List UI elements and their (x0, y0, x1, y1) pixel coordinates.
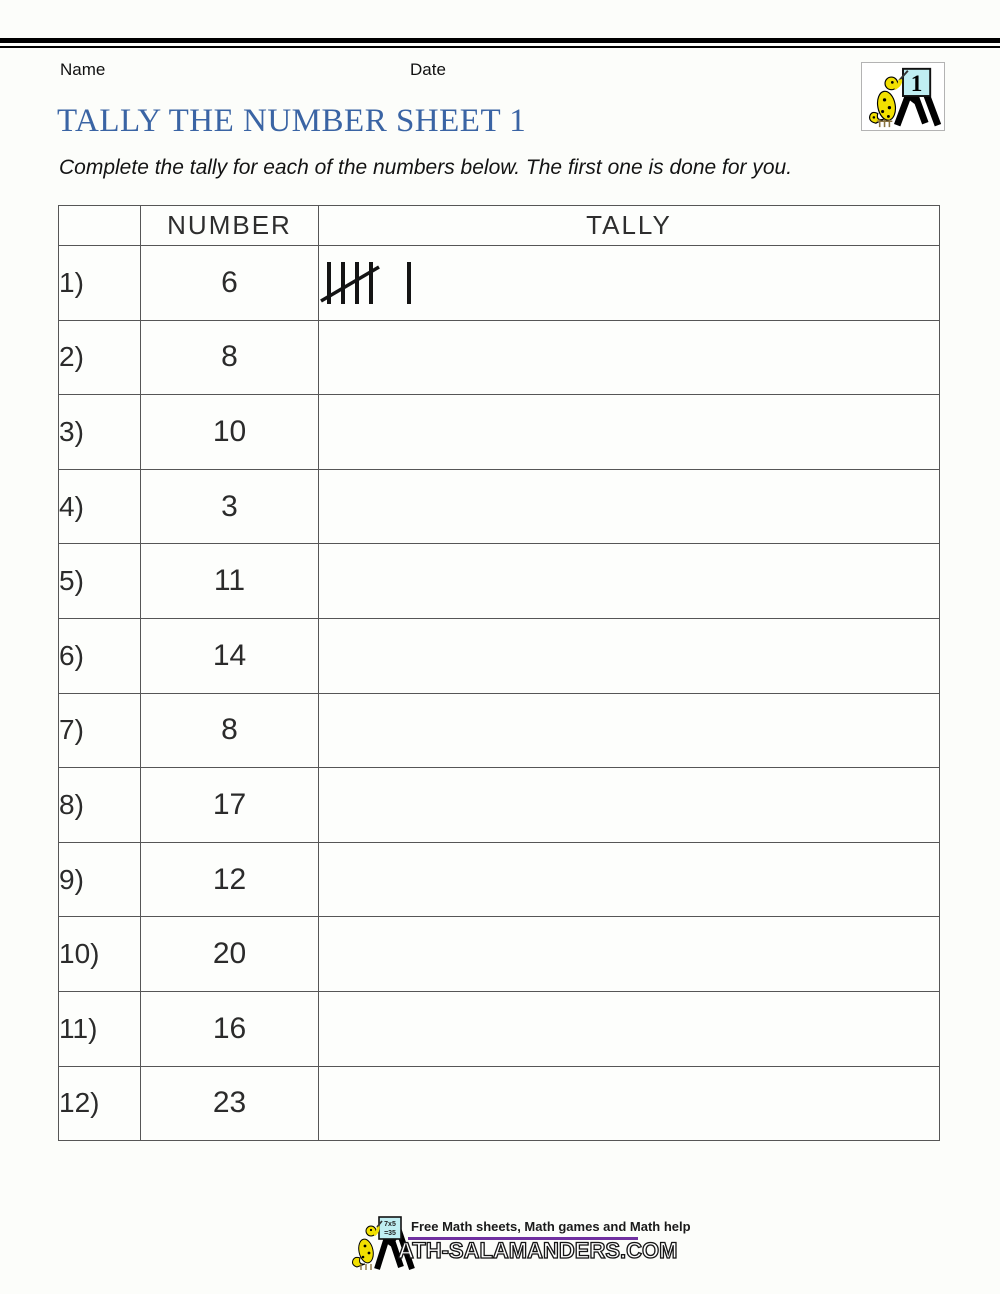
row-number: 17 (141, 768, 319, 843)
table-row (59, 544, 940, 619)
row-number: 3 (141, 469, 319, 544)
tally-table (58, 205, 940, 1141)
table-row (59, 469, 940, 544)
row-index: 11) (59, 991, 141, 1066)
table-row (59, 1066, 940, 1141)
row-number: 8 (141, 693, 319, 768)
row-tally-cell (319, 768, 940, 843)
row-number: 23 (141, 1066, 319, 1141)
table-header-row (59, 206, 940, 246)
table-row (59, 768, 940, 843)
row-tally-cell (319, 1066, 940, 1141)
row-number: 14 (141, 618, 319, 693)
table-row (59, 395, 940, 470)
page-title: TALLY THE NUMBER SHEET 1 (57, 103, 527, 139)
row-tally-cell (319, 991, 940, 1066)
row-index: 5) (59, 544, 141, 619)
name-label: Name (60, 60, 106, 79)
row-index: 2) (59, 320, 141, 395)
row-index: 1) (59, 246, 141, 321)
row-index: 4) (59, 469, 141, 544)
grade-number: 1 (910, 71, 923, 98)
table-row (59, 991, 940, 1066)
row-number: 12 (141, 842, 319, 917)
footer-tagline: Free Math sheets, Math games and Math help (411, 1219, 691, 1234)
row-tally-cell (319, 917, 940, 992)
table-row (59, 618, 940, 693)
row-number: 11 (141, 544, 319, 619)
header-tally: TALLY (319, 206, 940, 246)
row-index: 10) (59, 917, 141, 992)
row-tally-cell (319, 842, 940, 917)
footer-site-name: ATH-SALAMANDERS.COM (398, 1238, 678, 1263)
row-tally-cell (319, 469, 940, 544)
row-tally-cell (319, 693, 940, 768)
row-number: 10 (141, 395, 319, 470)
worksheet-table-body (59, 246, 940, 1141)
row-number: 16 (141, 991, 319, 1066)
table-row (59, 320, 940, 395)
row-index: 7) (59, 693, 141, 768)
row-index: 8) (59, 768, 141, 843)
table-row (59, 693, 940, 768)
row-number: 8 (141, 320, 319, 395)
row-number: 6 (141, 246, 319, 321)
table-row (59, 917, 940, 992)
table-row (59, 842, 940, 917)
row-tally-cell (319, 618, 940, 693)
header-number: NUMBER (141, 206, 319, 246)
row-number: 20 (141, 917, 319, 992)
tally-marks (319, 257, 431, 309)
salamander-writing-icon (862, 63, 944, 130)
row-index: 9) (59, 842, 141, 917)
salamander-grade-logo (861, 62, 945, 131)
footer-board-line2: =35 (384, 1230, 396, 1237)
row-index: 12) (59, 1066, 141, 1141)
row-tally-cell (319, 320, 940, 395)
table-row (59, 246, 940, 321)
date-label: Date (410, 60, 446, 79)
row-index: 3) (59, 395, 141, 470)
instruction-text: Complete the tally for each of the numbers below. The first one is done for you. (59, 156, 793, 179)
row-tally-cell (319, 395, 940, 470)
footer-board-line1: 7x5 (384, 1221, 396, 1228)
row-tally-cell (319, 544, 940, 619)
row-index: 6) (59, 618, 141, 693)
row-tally-cell (319, 246, 940, 321)
header-index (59, 206, 141, 246)
top-divider-bar (0, 38, 1000, 48)
